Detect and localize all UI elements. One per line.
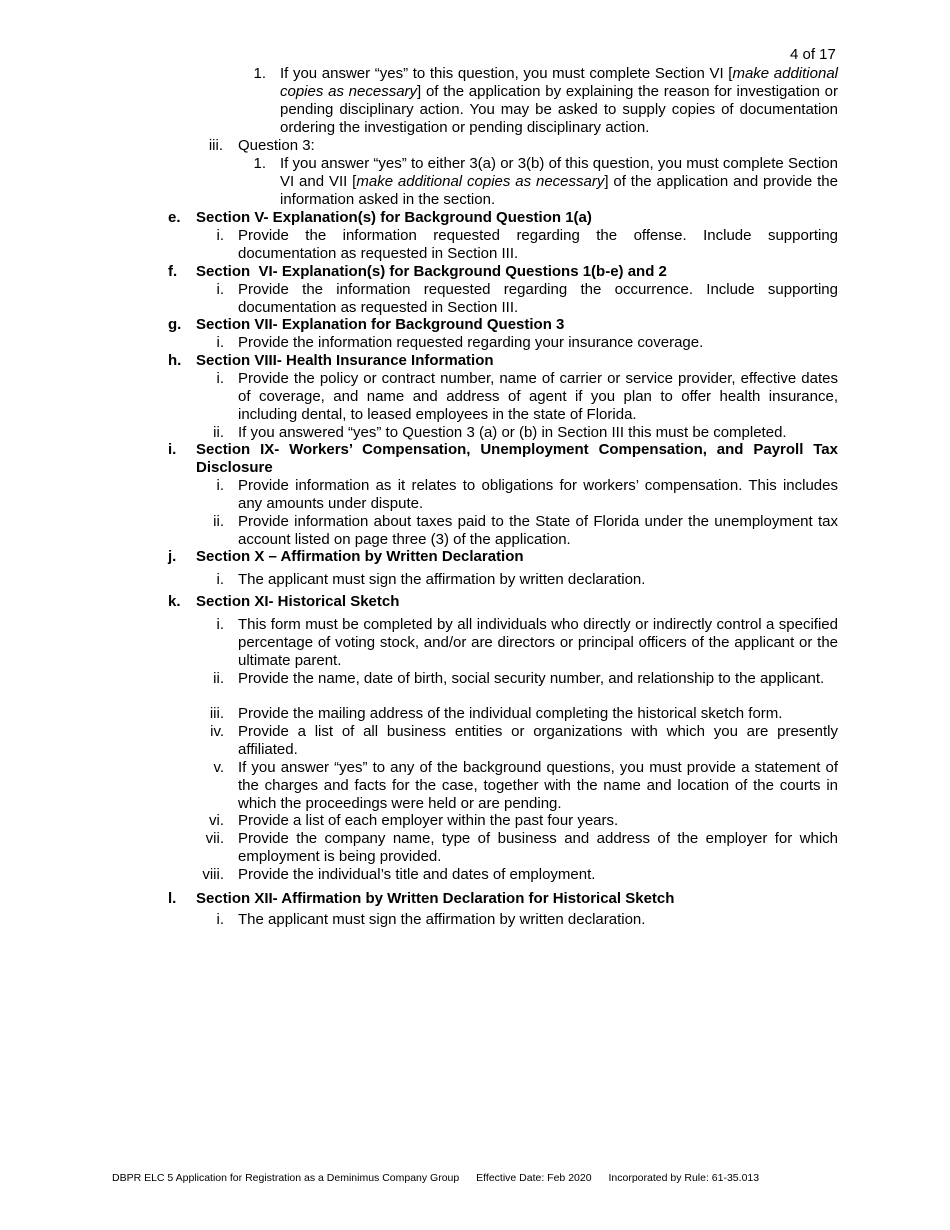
section-title: Section VIII- Health Insurance Information — [196, 352, 494, 369]
list-item-text: Provide the policy or contract number, name of carrier or service provider, effective dates of coverage, and name and address of agent if you plan to offer health insurance, including dental, to leased employees in the state of Florida. — [238, 370, 838, 423]
footer-effective-date: Effective Date: Feb 2020 — [476, 1172, 592, 1184]
list-item-text: The applicant must sign the affirmation by written declaration. — [238, 911, 646, 928]
section-title: Section X – Affirmation by Written Declaration — [196, 548, 524, 565]
section-title: Section IX- Workers’ Compensation, Unemployment Compensation, and Payroll Tax Disclosure — [196, 441, 838, 476]
list-number: 1. — [253, 65, 266, 82]
list-number: iii. — [209, 705, 224, 722]
list-number: ii. — [213, 670, 224, 687]
section-title: Section VII- Explanation for Background Question 3 — [196, 316, 565, 333]
list-item-text: Provide the information requested regarding the occurrence. Include supporting documentation as requested in Section III. — [238, 281, 838, 316]
section-letter: f. — [168, 263, 178, 280]
list-number: i. — [216, 911, 224, 928]
page-footer — [112, 1172, 773, 1184]
list-number: i. — [216, 477, 224, 494]
list-item-text: Provide information as it relates to obligations for workers’ compensation. This includes any amounts under dispute. — [238, 477, 838, 512]
list-item-text: If you answered “yes” to Question 3 (a) or (b) in Section III this must be completed. — [238, 424, 787, 441]
list-number: vii. — [205, 830, 224, 847]
section-letter: j. — [168, 548, 177, 565]
list-item-text: Provide a list of each employer within the past four years. — [238, 812, 619, 829]
footer-rule: Incorporated by Rule: 61-35.013 — [608, 1172, 760, 1184]
list-item-text: If you answer “yes” to any of the background questions, you must provide a statement of the charges and facts for the case, together with the name and location of the courts in which the proceedings were held or are pending. — [238, 759, 838, 812]
list-number: 1. — [253, 155, 266, 172]
list-number: ii. — [213, 424, 224, 441]
list-item-text: If you answer “yes” to this question, you must complete Section VI [make additional copies as necessary] of the application by explaining the reason for investigation or pending disciplinary action. You may be asked to supply copies of documentation ordering the investigation or pending disciplinary action. — [280, 65, 838, 136]
list-item-text: Provide the name, date of birth, social security number, and relationship to the applicant. — [238, 670, 825, 687]
list-item-text: Provide information about taxes paid to the State of Florida under the unemployment tax account listed on page three (3) of the application. — [238, 513, 838, 548]
list-number: vi. — [209, 812, 224, 829]
list-number: i. — [216, 227, 224, 244]
section-letter: h. — [168, 352, 182, 369]
list-number: i. — [216, 334, 224, 351]
list-item-text: If you answer “yes” to either 3(a) or 3(b) of this question, you must complete Section VI and VII [make additional copies as necessary] of the application and provide the information asked in the section. — [280, 155, 838, 208]
list-number: iv. — [210, 723, 224, 740]
list-number: i. — [216, 616, 224, 633]
list-item-text: Provide the company name, type of business and address of the employer for which employment is being provided. — [238, 830, 838, 865]
footer-form-name: DBPR ELC 5 Application for Registration as a Deminimus Company Group — [112, 1172, 460, 1184]
section-letter: k. — [168, 593, 181, 610]
section-title: Section VI- Explanation(s) for Background Questions 1(b-e) and 2 — [196, 263, 667, 280]
list-item-text: Provide the individual’s title and dates of employment. — [238, 866, 596, 883]
page-number: 4 of 17 — [790, 46, 836, 63]
list-item-text: Provide the information requested regarding your insurance coverage. — [238, 334, 704, 351]
list-item-text: Provide the information requested regarding the offense. Include supporting documentation as requested in Section III. — [238, 227, 838, 262]
list-number: iii. — [208, 137, 223, 154]
section-letter: i. — [168, 441, 177, 458]
list-item-text: Provide a list of all business entities or organizations with which you are presently affiliated. — [238, 723, 838, 758]
list-number: i. — [216, 370, 224, 387]
section-letter: g. — [168, 316, 182, 333]
list-item-text: The applicant must sign the affirmation by written declaration. — [238, 571, 646, 588]
list-number: viii. — [202, 866, 224, 883]
list-number: v. — [213, 759, 224, 776]
list-item-text: This form must be completed by all individuals who directly or indirectly control a specified percentage of voting stock, and/or are directors or principal officers of the applicant or the ultimate parent. — [238, 616, 838, 669]
list-number: i. — [216, 571, 224, 588]
section-title: Section V- Explanation(s) for Background Question 1(a) — [196, 209, 592, 226]
list-number: i. — [216, 281, 224, 298]
list-number: ii. — [213, 513, 224, 530]
section-title: Section XII- Affirmation by Written Declaration for Historical Sketch — [196, 890, 675, 907]
list-item-text: Provide the mailing address of the individual completing the historical sketch form. — [238, 705, 783, 722]
question-label: Question 3: — [238, 137, 315, 154]
section-title: Section XI- Historical Sketch — [196, 593, 400, 610]
section-letter: l. — [168, 890, 177, 907]
section-letter: e. — [168, 209, 181, 226]
